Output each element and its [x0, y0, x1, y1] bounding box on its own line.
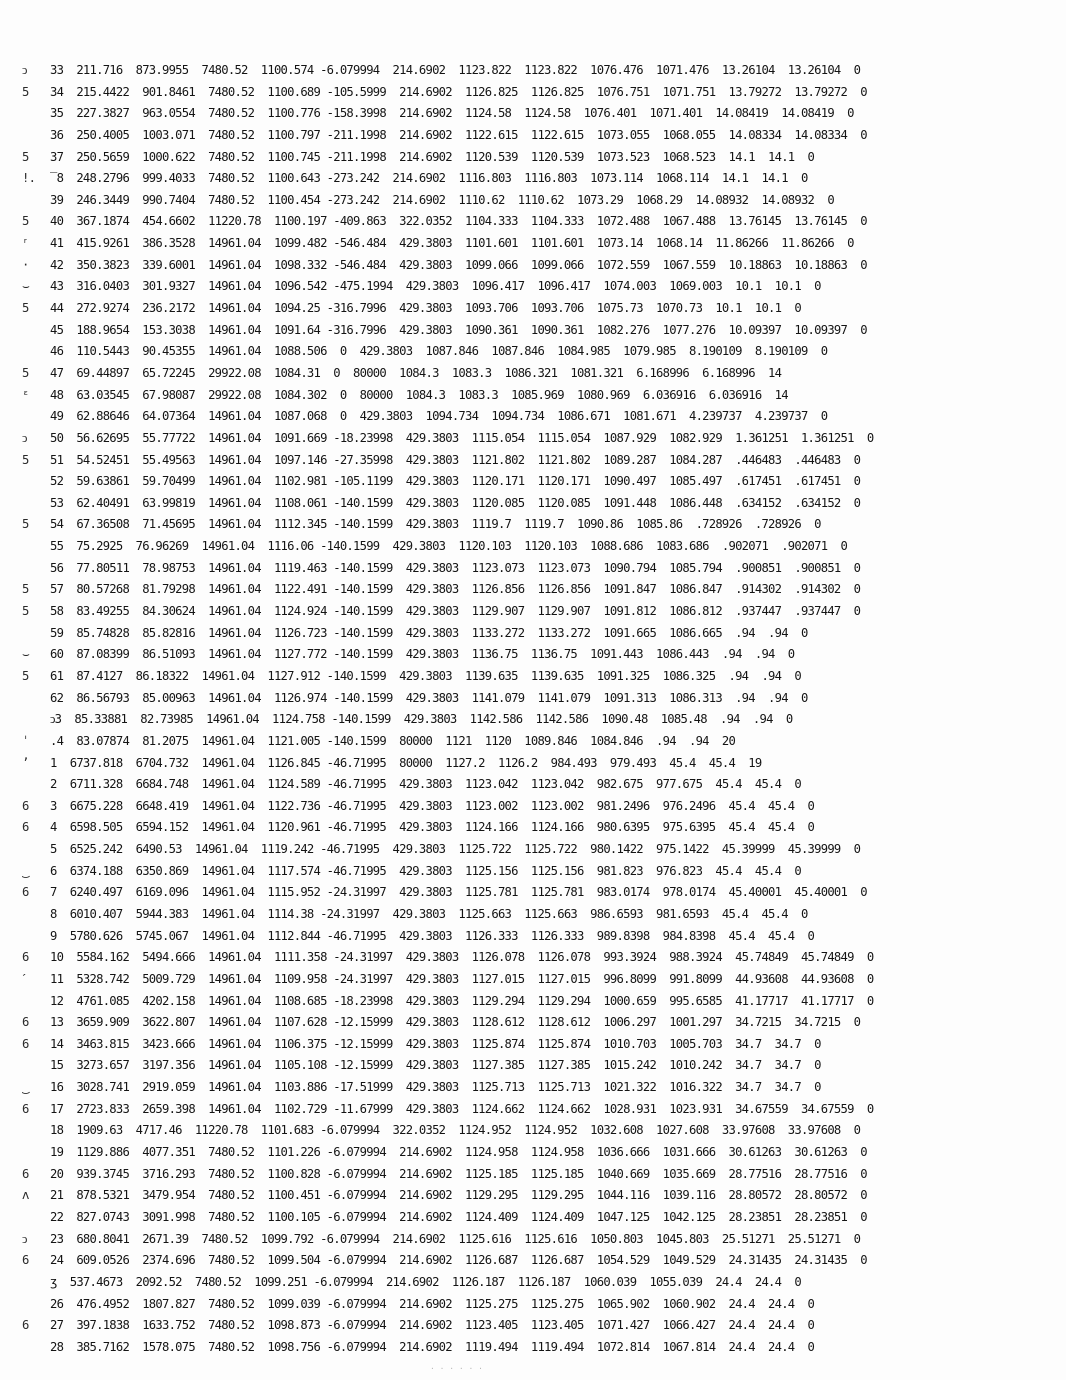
row-values: 57 80.57268 81.79298 14961.04 1122.491 -140.1599 429.3803 1126.856 1126.856 1091.847 1086.847 .914302 .914302 0: [50, 582, 861, 597]
margin-mark: 6: [22, 1318, 29, 1333]
table-row: [22, 688, 1042, 710]
table-row: [22, 341, 1042, 363]
row-values: 5 6525.242 6490.53 14961.04 1119.242 -46.71995 429.3803 1125.722 1125.722 980.1422 975.1422 45.39999 45.39999 0: [50, 842, 861, 857]
table-row: [22, 1055, 1042, 1077]
table-row: [22, 558, 1042, 580]
table-row: [22, 753, 1042, 775]
table-row: [22, 385, 1042, 407]
row-values: 22 827.0743 3091.998 7480.52 1100.105 -6.079994 214.6902 1124.409 1124.409 1047.125 1042.125 28.23851 28.23851 0: [50, 1209, 867, 1224]
row-values: 7 6240.497 6169.096 14961.04 1115.952 -24.31997 429.3803 1125.781 1125.781 983.0174 978.0174 45.40001 45.40001 0: [50, 885, 867, 900]
row-values: 24 609.0526 2374.696 7480.52 1099.504 -6.079994 214.6902 1126.687 1126.687 1054.529 1049.529 24.31435 24.31435 0: [50, 1253, 867, 1268]
row-values: 27 397.1838 1633.752 7480.52 1098.873 -6.079994 214.6902 1123.405 1123.405 1071.427 1066.427 24.4 24.4 0: [50, 1318, 815, 1333]
margin-mark: ‿: [22, 863, 29, 878]
row-values: 49 62.88646 64.07364 14961.04 1087.068 0 429.3803 1094.734 1094.734 1086.671 1081.671 4.239737 4.239737 0: [50, 409, 828, 424]
table-row: [22, 623, 1042, 645]
table-row: [22, 147, 1042, 169]
table-row: [22, 1250, 1042, 1272]
row-values: 37 250.5659 1000.622 7480.52 1100.745 -211.1998 214.6902 1120.539 1120.539 1073.523 1068.523 14.1 14.1 0: [50, 149, 815, 164]
table-row: [22, 904, 1042, 926]
table-row: [22, 1185, 1042, 1207]
row-values: 10 5584.162 5494.666 14961.04 1111.358 -24.31997 429.3803 1126.078 1126.078 993.3924 988.3924 45.74849 45.74849 0: [50, 950, 874, 965]
row-values: 3 6675.228 6648.419 14961.04 1122.736 -46.71995 429.3803 1123.002 1123.002 981.2496 976.2496 45.4 45.4 0: [50, 798, 815, 813]
margin-mark: 6: [22, 1166, 29, 1181]
table-row: [22, 1164, 1042, 1186]
row-values: 6 6374.188 6350.869 14961.04 1117.574 -46.71995 429.3803 1125.156 1125.156 981.823 976.823 45.4 45.4 0: [50, 863, 801, 878]
row-values: 23 680.8041 2671.39 7480.52 1099.792 -6.079994 214.6902 1125.616 1125.616 1050.803 1045.803 25.51271 25.51271 0: [50, 1231, 861, 1246]
row-values: 48 63.03545 67.98087 29922.08 1084.302 0 80000 1084.3 1083.3 1085.969 1080.969 6.036916 6.036916 14: [50, 387, 788, 402]
row-values: 54 67.36508 71.45695 14961.04 1112.345 -140.1599 429.3803 1119.7 1119.7 1090.86 1085.86 .728926 .728926 0: [50, 517, 821, 532]
table-row: [22, 1034, 1042, 1056]
margin-mark: 5: [22, 149, 29, 164]
row-values: 15 3273.657 3197.356 14961.04 1105.108 -12.15999 429.3803 1127.385 1127.385 1015.242 1010.242 34.7 34.7 0: [50, 1058, 821, 1073]
row-values: ↄ3 85.33881 82.73985 14961.04 1124.758 -140.1599 429.3803 1142.586 1142.586 1090.48 1085.48 .94 .94 0: [50, 712, 793, 727]
margin-mark: 5: [22, 301, 29, 316]
table-row: [22, 731, 1042, 753]
table-row: [22, 1207, 1042, 1229]
row-values: 4 6598.505 6594.152 14961.04 1120.961 -46.71995 429.3803 1124.166 1124.166 980.6395 975.6395 45.4 45.4 0: [50, 820, 815, 835]
row-values: ‾8 248.2796 999.4033 7480.52 1100.643 -273.242 214.6902 1116.803 1116.803 1073.114 1068.114 14.1 14.1 0: [50, 171, 808, 186]
row-values: 55 75.2925 76.96269 14961.04 1116.06 -140.1599 429.3803 1120.103 1120.103 1088.686 1083.686 .902071 .902071 0: [50, 539, 848, 554]
table-row: [22, 233, 1042, 255]
row-values: 61 87.4127 86.18322 14961.04 1127.912 -140.1599 429.3803 1139.635 1139.635 1091.325 1086.325 .94 .94 0: [50, 668, 801, 683]
row-values: 44 272.9274 236.2172 14961.04 1094.25 -316.7996 429.3803 1093.706 1093.706 1075.73 1070.73 10.1 10.1 0: [50, 301, 801, 316]
margin-mark: ᵋ: [22, 387, 29, 402]
table-row: [22, 861, 1042, 883]
table-row: [22, 991, 1042, 1013]
row-values: 45 188.9654 153.3038 14961.04 1091.64 -316.7996 429.3803 1090.361 1090.361 1082.276 1077.276 10.09397 10.09397 0: [50, 322, 867, 337]
margin-mark: 5: [22, 214, 29, 229]
table-row: [22, 579, 1042, 601]
margin-mark: 6: [22, 798, 29, 813]
table-row: [22, 1229, 1042, 1251]
table-row: [22, 1315, 1042, 1337]
row-values: 34 215.4422 901.8461 7480.52 1100.689 -105.5999 214.6902 1126.825 1126.825 1076.751 1071.751 13.79272 13.79272 0: [50, 84, 867, 99]
margin-mark: !.: [22, 171, 36, 186]
table-row: [22, 406, 1042, 428]
scan-noise: · · · · · ·: [430, 1364, 483, 1373]
table-row: [22, 666, 1042, 688]
row-values: 33 211.716 873.9955 7480.52 1100.574 -6.079994 214.6902 1123.822 1123.822 1076.476 1071.476 13.26104 13.26104 0: [50, 63, 861, 77]
table-row: [22, 1099, 1042, 1121]
row-values: 20 939.3745 3716.293 7480.52 1100.828 -6.079994 214.6902 1125.185 1125.185 1040.669 1035.669 28.77516 28.77516 0: [50, 1166, 867, 1181]
row-values: 28 385.7162 1578.075 7480.52 1098.756 -6.079994 214.6902 1119.494 1119.494 1072.814 1067.814 24.4 24.4 0: [50, 1339, 815, 1354]
row-values: 36 250.4005 1003.071 7480.52 1100.797 -211.1998 214.6902 1122.615 1122.615 1073.055 1068.055 14.08334 14.08334 0: [50, 127, 867, 142]
margin-mark: 6: [22, 1036, 29, 1051]
table-row: [22, 536, 1042, 558]
table-row: [22, 320, 1042, 342]
row-values: 35 227.3827 963.0554 7480.52 1100.776 -158.3998 214.6902 1124.58 1124.58 1076.401 1071.401 14.08419 14.08419 0: [50, 106, 854, 121]
row-values: 43 316.0403 301.9327 14961.04 1096.542 -475.1994 429.3803 1096.417 1096.417 1074.003 1069.003 10.1 10.1 0: [50, 279, 821, 294]
table-row: [22, 947, 1042, 969]
row-values: 40 367.1874 454.6602 11220.78 1100.197 -409.863 322.0352 1104.333 1104.333 1072.488 1067.488 13.76145 13.76145 0: [50, 214, 867, 229]
table-row: [22, 709, 1042, 731]
row-values: 19 1129.886 4077.351 7480.52 1101.226 -6.079994 214.6902 1124.958 1124.958 1036.666 1031.666 30.61263 30.61263 0: [50, 1145, 867, 1160]
margin-mark: ↄ: [22, 1231, 27, 1246]
table-row: [22, 969, 1042, 991]
table-row: [22, 839, 1042, 861]
margin-mark: ʌ: [22, 1188, 29, 1203]
table-row: [22, 450, 1042, 472]
row-values: 39 246.3449 990.7404 7480.52 1100.454 -273.242 214.6902 1110.62 1110.62 1073.29 1068.29 14.08932 14.08932 0: [50, 192, 834, 207]
table-row: [22, 190, 1042, 212]
margin-mark: ⌣: [22, 647, 30, 662]
table-row: [22, 125, 1042, 147]
table-row: [22, 601, 1042, 623]
row-values: 26 476.4952 1807.827 7480.52 1099.039 -6.079994 214.6902 1125.275 1125.275 1065.902 1060.902 24.4 24.4 0: [50, 1296, 815, 1311]
table-row: [22, 493, 1042, 515]
table-row: [22, 428, 1042, 450]
margin-mark: 6: [22, 885, 29, 900]
margin-mark: 5: [22, 582, 29, 597]
row-values: 50 56.62695 55.77722 14961.04 1091.669 -18.23998 429.3803 1115.054 1115.054 1087.929 1082.929 1.361251 1.361251 0: [50, 430, 874, 445]
table-row: [22, 103, 1042, 125]
row-values: 42 350.3823 339.6001 14961.04 1098.332 -546.484 429.3803 1099.066 1099.066 1072.559 1067.559 10.18863 10.18863 0: [50, 257, 867, 272]
table-row: [22, 926, 1042, 948]
row-values: 21 878.5321 3479.954 7480.52 1100.451 -6.079994 214.6902 1129.295 1129.295 1044.116 1039.116 28.80572 28.80572 0: [50, 1188, 867, 1203]
table-row: [22, 1012, 1042, 1034]
row-values: 59 85.74828 85.82816 14961.04 1126.723 -140.1599 429.3803 1133.272 1133.272 1091.665 1086.665 .94 .94 0: [50, 625, 808, 640]
margin-mark: 6: [22, 1015, 29, 1030]
margin-mark: 6: [22, 1101, 29, 1116]
margin-mark: ʳ: [22, 236, 29, 251]
margin-mark: 6: [22, 950, 29, 965]
row-values: 46 110.5443 90.45355 14961.04 1088.506 0 429.3803 1087.846 1087.846 1084.985 1079.985 8.190109 8.190109 0: [50, 344, 828, 359]
data-table: [22, 60, 1042, 1358]
margin-mark: 5: [22, 452, 29, 467]
table-row: [22, 298, 1042, 320]
row-values: 18 1909.63 4717.46 11220.78 1101.683 -6.079994 322.0352 1124.952 1124.952 1032.608 1027.608 33.97608 33.97608 0: [50, 1123, 861, 1138]
row-values: 16 3028.741 2919.059 14961.04 1103.886 -17.51999 429.3803 1125.713 1125.713 1021.322 1016.322 34.7 34.7 0: [50, 1080, 821, 1095]
row-values: 47 69.44897 65.72245 29922.08 1084.31 0 80000 1084.3 1083.3 1086.321 1081.321 6.168996 6.168996 14: [50, 365, 782, 380]
table-row: [22, 796, 1042, 818]
table-row: [22, 774, 1042, 796]
margin-mark: ·: [22, 257, 29, 272]
table-row: [22, 514, 1042, 536]
margin-mark: 6: [22, 820, 29, 835]
margin-mark: ʼ: [22, 755, 29, 770]
table-row: [22, 471, 1042, 493]
margin-mark: 5: [22, 84, 29, 99]
margin-mark: 5: [22, 604, 29, 619]
row-values: 12 4761.085 4202.158 14961.04 1108.685 -18.23998 429.3803 1129.294 1129.294 1000.659 995.6585 41.17717 41.17717 0: [50, 993, 874, 1008]
row-values: ʒ 537.4673 2092.52 7480.52 1099.251 -6.079994 214.6902 1126.187 1126.187 1060.039 1055.039 24.4 24.4 0: [50, 1274, 801, 1289]
table-row: [22, 82, 1042, 104]
margin-mark: 5: [22, 365, 29, 380]
row-values: 14 3463.815 3423.666 14961.04 1106.375 -12.15999 429.3803 1125.874 1125.874 1010.703 1005.703 34.7 34.7 0: [50, 1036, 821, 1051]
table-row: [22, 276, 1042, 298]
table-row: [22, 363, 1042, 385]
row-values: 60 87.08399 86.51093 14961.04 1127.772 -140.1599 429.3803 1136.75 1136.75 1091.443 1086.443 .94 .94 0: [50, 647, 795, 662]
margin-mark: 5: [22, 517, 29, 532]
table-row: [22, 1294, 1042, 1316]
margin-mark: ‿: [22, 1080, 29, 1095]
margin-mark: 5: [22, 668, 29, 683]
row-values: 56 77.80511 78.98753 14961.04 1119.463 -140.1599 429.3803 1123.073 1123.073 1090.794 1085.794 .900851 .900851 0: [50, 560, 861, 575]
table-row: [22, 1077, 1042, 1099]
row-values: 13 3659.909 3622.807 14961.04 1107.628 -12.15999 429.3803 1128.612 1128.612 1006.297 1001.297 34.7215 34.7215 0: [50, 1015, 861, 1030]
margin-mark: ˈ: [22, 733, 29, 748]
row-values: 51 54.52451 55.49563 14961.04 1097.146 -27.35998 429.3803 1121.802 1121.802 1089.287 1084.287 .446483 .446483 0: [50, 452, 861, 467]
row-values: 41 415.9261 386.3528 14961.04 1099.482 -546.484 429.3803 1101.601 1101.601 1073.14 1068.14 11.86266 11.86266 0: [50, 236, 854, 251]
table-row: [22, 644, 1042, 666]
row-values: 17 2723.833 2659.398 14961.04 1102.729 -11.67999 429.3803 1124.662 1124.662 1028.931 1023.931 34.67559 34.67559 0: [50, 1101, 874, 1116]
margin-mark: 6: [22, 1253, 29, 1268]
row-values: 62 86.56793 85.00963 14961.04 1126.974 -140.1599 429.3803 1141.079 1141.079 1091.313 1086.313 .94 .94 0: [50, 690, 808, 705]
row-values: 1 6737.818 6704.732 14961.04 1126.845 -46.71995 80000 1127.2 1126.2 984.493 979.493 45.4 45.4 19: [50, 755, 762, 770]
table-row: [22, 255, 1042, 277]
margin-mark: ↄ: [22, 430, 27, 445]
table-row: [22, 882, 1042, 904]
row-values: 58 83.49255 84.30624 14961.04 1124.924 -140.1599 429.3803 1129.907 1129.907 1091.812 1086.812 .937447 .937447 0: [50, 604, 861, 619]
table-row: [22, 1272, 1042, 1294]
table-row: [22, 1120, 1042, 1142]
row-values: 11 5328.742 5009.729 14961.04 1109.958 -24.31997 429.3803 1127.015 1127.015 996.8099 991.8099 44.93608 44.93608 0: [50, 971, 874, 986]
table-row: [22, 1142, 1042, 1164]
table-row: [22, 211, 1042, 233]
margin-mark: ⌣: [22, 279, 30, 294]
table-row: [22, 60, 1042, 82]
row-values: 8 6010.407 5944.383 14961.04 1114.38 -24.31997 429.3803 1125.663 1125.663 986.6593 981.6593 45.4 45.4 0: [50, 906, 808, 921]
table-row: [22, 817, 1042, 839]
row-values: 2 6711.328 6684.748 14961.04 1124.589 -46.71995 429.3803 1123.042 1123.042 982.675 977.675 45.4 45.4 0: [50, 777, 801, 792]
table-row: [22, 168, 1042, 190]
row-values: 9 5780.626 5745.067 14961.04 1112.844 -46.71995 429.3803 1126.333 1126.333 989.8398 984.8398 45.4 45.4 0: [50, 928, 815, 943]
row-values: .4 83.07874 81.2075 14961.04 1121.005 -140.1599 80000 1121 1120 1089.846 1084.846 .94 .94 20: [50, 733, 736, 748]
row-values: 53 62.40491 63.99819 14961.04 1108.061 -140.1599 429.3803 1120.085 1120.085 1091.448 1086.448 .634152 .634152 0: [50, 495, 861, 510]
table-row: [22, 1337, 1042, 1359]
margin-mark: ↄ: [22, 63, 27, 77]
margin-mark: ˊ: [22, 971, 26, 986]
row-values: 52 59.63861 59.70499 14961.04 1102.981 -105.1199 429.3803 1120.171 1120.171 1090.497 1085.497 .617451 .617451 0: [50, 474, 861, 489]
